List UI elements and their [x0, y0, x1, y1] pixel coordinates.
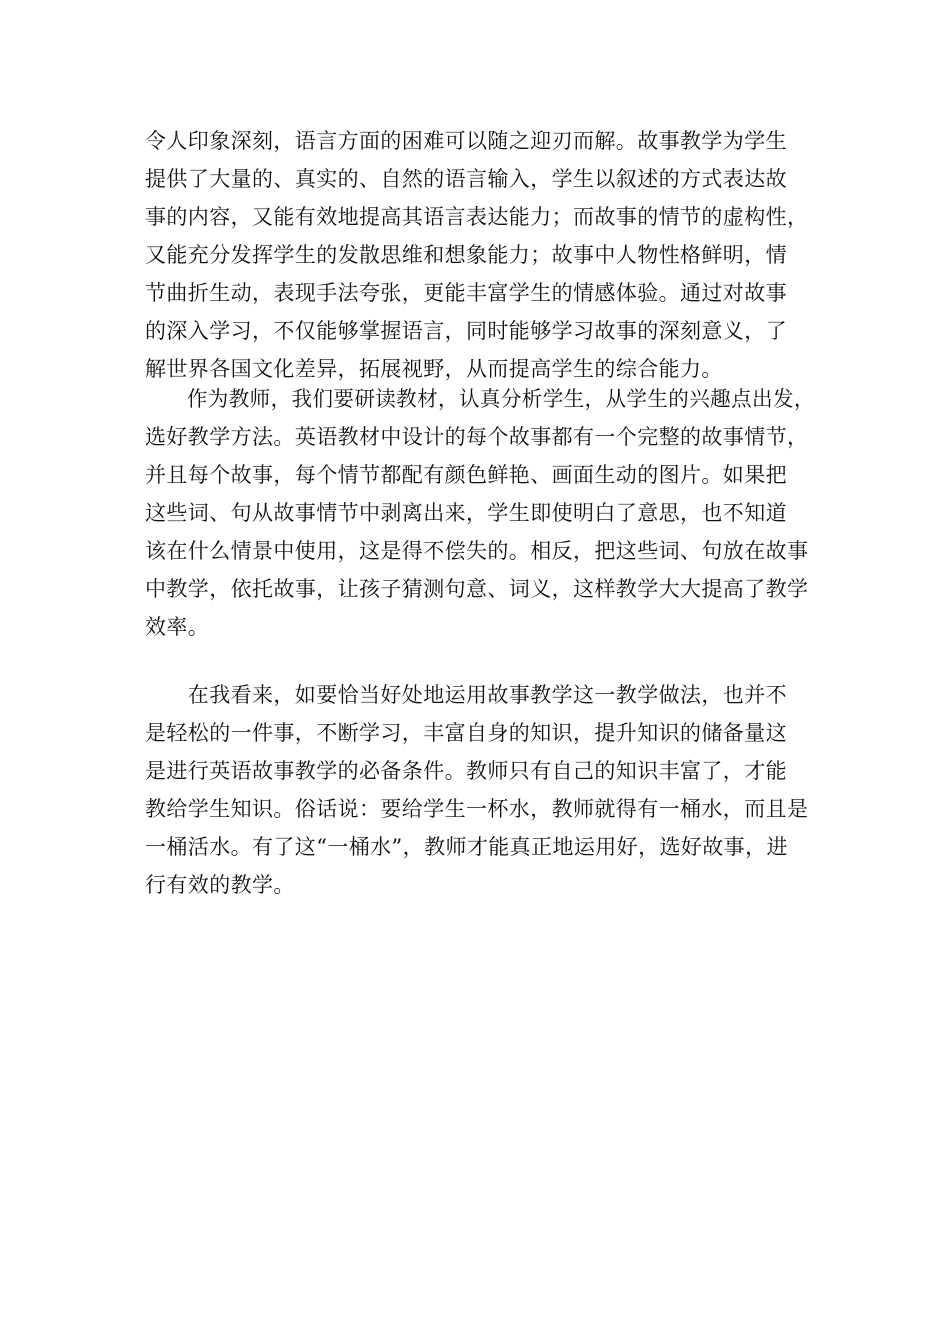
text-line: 中教学，依托故事，让孩子猜测句意、词义，这样教学大大提高了教学 — [145, 577, 809, 601]
text-line: 节曲折生动，表现手法夸张，更能丰富学生的情感体验。通过对故事 — [145, 281, 787, 305]
text-line: 并且每个故事，每个情节都配有颜色鲜艳、画面生动的图片。如果把 — [145, 463, 787, 487]
text-line: 一桶活水。有了这“一桶水”，教师才能真正地运用好，选好故事，进 — [145, 835, 788, 859]
text-line: 是轻松的一件事，不断学习，丰富自身的知识，提升知识的储备量这 — [145, 721, 787, 745]
text-line: 该在什么情景中使用，这是得不偿失的。相反，把这些词、句放在故事 — [145, 539, 809, 563]
text-line: 令人印象深刻，语言方面的困难可以随之迎刃而解。故事教学为学生 — [145, 129, 787, 153]
text-line: 提供了大量的、真实的、自然的语言输入，学生以叙述的方式表达故 — [145, 167, 787, 191]
text-line: 教给学生知识。俗话说：要给学生一杯水，教师就得有一桶水，而且是 — [145, 797, 809, 821]
text-line: 作为教师，我们要研读教材，认真分析学生，从学生的兴趣点出发， — [145, 387, 815, 411]
text-line: 又能充分发挥学生的发散思维和想象能力；故事中人物性格鲜明，情 — [145, 243, 787, 267]
text-line: 在我看来，如要恰当好处地运用故事教学这一教学做法，也并不 — [145, 683, 787, 707]
text-line: 事的内容，又能有效地提高其语言表达能力；而故事的情节的虚构性， — [145, 205, 809, 229]
text-line: 这些词、句从故事情节中剥离出来，学生即使明白了意思，也不知道 — [145, 501, 787, 525]
paragraph-story-benefits — [145, 122, 815, 388]
text-line: 效率。 — [145, 615, 210, 639]
text-line: 选好教学方法。英语教材中设计的每个故事都有一个完整的故事情节， — [145, 425, 809, 449]
paragraph-teacher-knowledge — [145, 676, 815, 904]
text-line: 的深入学习，不仅能够掌握语言，同时能够学习故事的深刻意义，了 — [145, 319, 787, 343]
text-line: 行有效的教学。 — [145, 873, 295, 897]
paragraph-teacher-role — [145, 380, 815, 646]
text-line: 是进行英语故事教学的必备条件。教师只有自己的知识丰富了，才能 — [145, 759, 787, 783]
text-line: 解世界各国文化差异，拓展视野，从而提高学生的综合能力。 — [145, 357, 723, 381]
